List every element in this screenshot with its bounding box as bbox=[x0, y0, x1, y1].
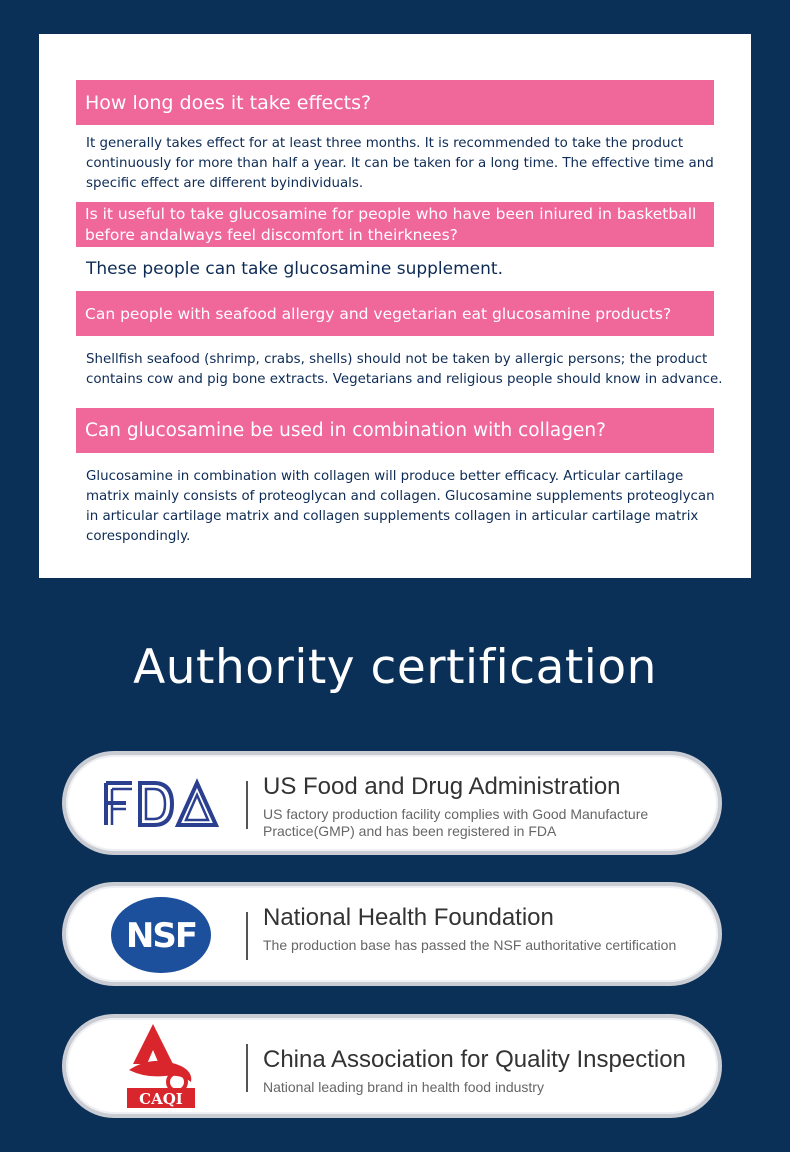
faq-question-text: Can people with seafood allergy and vegetarian eat glucosamine products? bbox=[85, 304, 672, 323]
cert-description: The production base has passed the NSF authoritative certification bbox=[263, 937, 677, 953]
faq-answer-2: These people can take glucosamine supplement. bbox=[86, 259, 503, 279]
faq-panel bbox=[39, 34, 751, 578]
certification-card-caqi bbox=[62, 1014, 722, 1118]
faq-answer-4: Glucosamine in combination with collagen will produce better efficacy. Articular cartilage matrix mainly consists of proteoglycan and collagen. Glucosamine supplements proteoglycan in articular cartilage matrix and collagen supplements collagen in articular cartilage matrix corespondingly. bbox=[86, 469, 715, 544]
svg-text:NSF: NSF bbox=[125, 916, 197, 956]
svg-text:FDA: FDA bbox=[102, 777, 104, 778]
section-title: Authority certification bbox=[133, 640, 657, 695]
card-divider bbox=[246, 912, 248, 960]
cert-description: US factory production facility complies with Good Manufacture Practice(GMP) and has been registered in FDA bbox=[263, 806, 649, 839]
cert-title: US Food and Drug Administration bbox=[263, 773, 621, 800]
faq-question-text: Is it useful to take glucosamine for people who have been iniured in basketball before andalways feel discomfort in theirknees? bbox=[85, 204, 697, 244]
card-divider bbox=[246, 781, 248, 829]
fda-logo-icon bbox=[96, 765, 226, 843]
cert-title: National Health Foundation bbox=[263, 904, 554, 931]
cert-description: National leading brand in health food industry bbox=[263, 1079, 544, 1095]
fda-logo-svg bbox=[102, 777, 220, 831]
certification-card-nsf bbox=[62, 882, 722, 986]
faq-question-1 bbox=[76, 80, 714, 125]
faq-answer-3: Shellfish seafood (shrimp, crabs, shells) should not be taken by allergic persons; the product contains cow and pig bone extracts. Vegetarians and religious people should know in advance. bbox=[86, 352, 723, 387]
faq-question-text: Can glucosamine be used in combination with collagen? bbox=[85, 420, 606, 441]
svg-text:CAQI: CAQI bbox=[139, 1090, 183, 1108]
caqi-logo-icon bbox=[96, 1020, 226, 1112]
faq-question-4 bbox=[76, 408, 714, 453]
faq-question-2 bbox=[76, 202, 714, 247]
cert-title: China Association for Quality Inspection bbox=[263, 1046, 686, 1073]
nsf-logo-svg bbox=[109, 895, 213, 975]
faq-answer-1: It generally takes effect for at least three months. It is recommended to take the product continuously for more than half a year. It can be taken for a long time. The effective time and specific effect are different byindividuals. bbox=[86, 136, 714, 191]
faq-question-text: How long does it take effects? bbox=[85, 91, 372, 114]
nsf-logo-icon bbox=[96, 896, 226, 974]
certification-card-fda bbox=[62, 751, 722, 855]
caqi-logo-svg bbox=[121, 1020, 201, 1112]
faq-question-3 bbox=[76, 291, 714, 336]
card-divider bbox=[246, 1044, 248, 1092]
